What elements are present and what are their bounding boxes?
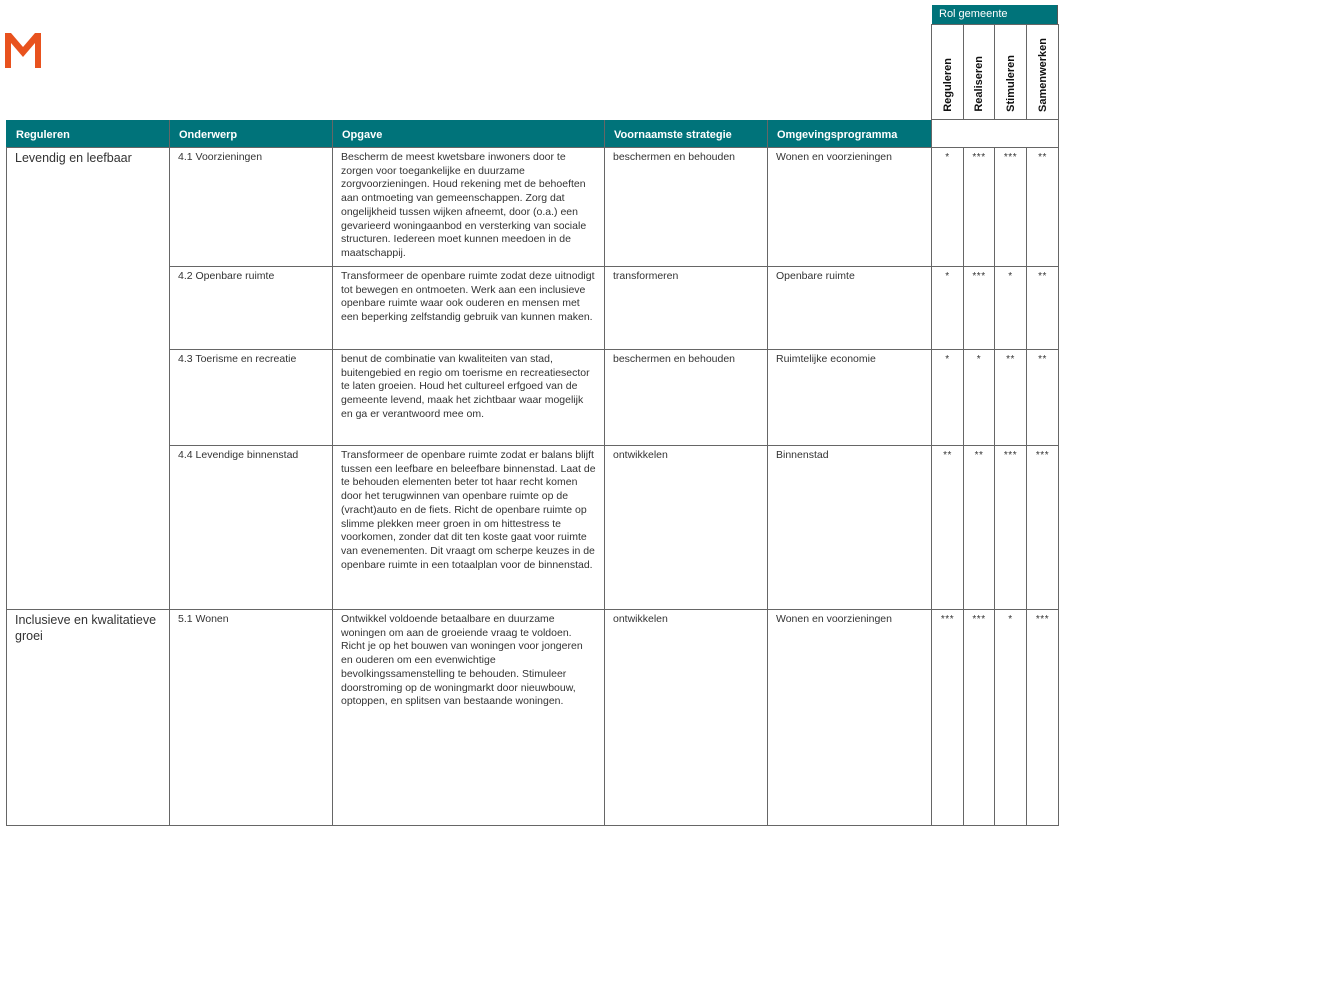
rating-stimuleren: * [995,610,1027,826]
section-label: Inclusieve en kwalitatieve groei [7,610,170,826]
rating-samenwerken: *** [1027,610,1059,826]
column-header-reguleren: Reguleren [7,120,170,148]
role-header-stimuleren: Stimuleren [995,25,1027,120]
column-header-opgave: Opgave [333,120,605,148]
strategie-cell: ontwikkelen [605,610,768,826]
strategie-cell: ontwikkelen [605,446,768,610]
table-row [7,148,1059,267]
onderwerp-cell: 4.4 Levendige binnenstad [170,446,333,610]
rating-samenwerken: *** [1027,446,1059,610]
programma-cell: Ruimtelijke economie [768,350,932,446]
column-header-programma: Omgevingsprogramma [768,120,932,148]
rating-realiseren: *** [964,610,995,826]
strategie-cell: beschermen en behouden [605,350,768,446]
rating-realiseren: *** [964,267,995,350]
programma-cell: Binnenstad [768,446,932,610]
strategie-cell: transformeren [605,267,768,350]
rating-samenwerken: ** [1027,350,1059,446]
policy-table [6,24,1059,826]
role-header-samenwerken: Samenwerken [1027,25,1059,120]
opgave-cell: Bescherm de meest kwetsbare inwoners door te zorgen voor toegankelijke en duurzame zorgvoorzieningen. Houd rekening met de behoeften aan ontmoeting van gemeenschappen. Zorg dat ongelijkheid tussen wijken afneemt, door (o.a.) een gevarieerd woningaanbod en versterking van sociale structuren. Iedereen moet kunnen meedoen in de maatschappij. [333,148,605,267]
column-header-onderwerp: Onderwerp [170,120,333,148]
rating-stimuleren: ** [995,350,1027,446]
role-header-realiseren: Realiseren [964,25,995,120]
onderwerp-cell: 4.3 Toerisme en recreatie [170,350,333,446]
rating-reguleren: * [932,148,964,267]
rating-realiseren: * [964,350,995,446]
rating-realiseren: *** [964,148,995,267]
programma-cell: Wonen en voorzieningen [768,610,932,826]
rating-stimuleren: *** [995,148,1027,267]
rating-samenwerken: ** [1027,148,1059,267]
role-header-reguleren: Reguleren [932,25,964,120]
rating-realiseren: ** [964,446,995,610]
column-header-strategie: Voornaamste strategie [605,120,768,148]
rating-samenwerken: ** [1027,267,1059,350]
onderwerp-cell: 5.1 Wonen [170,610,333,826]
rating-reguleren: * [932,350,964,446]
section-label: Levendig en leefbaar [7,148,170,610]
opgave-cell: Transformeer de openbare ruimte zodat er balans blijft tussen een leefbare en beleefbare binnenstad. Laat de te behouden elementen beter tot haar recht komen door het terugwinnen van openbare ruimte op de (vracht)auto en de fiets. Richt de openbare ruimte op slimme plekken meer groen in om hittestress te voorkomen, zonder dat dit ten koste gaat voor ruimte van evenementen. Dit vraagt om scherpe keuzes in de openbare ruimte in een totaalplan voor de binnenstad. [333,446,605,610]
programma-cell: Wonen en voorzieningen [768,148,932,267]
onderwerp-cell: 4.1 Voorzieningen [170,148,333,267]
rating-reguleren: * [932,267,964,350]
rating-reguleren: *** [932,610,964,826]
strategie-cell: beschermen en behouden [605,148,768,267]
opgave-cell: benut de combinatie van kwaliteiten van stad, buitengebied en regio om toerisme en recreatiesector te laten groeien. Houd het cultureel erfgoed van de gemeente levend, maak het zichtbaar waar mogelijk en ga er verantwoord mee om. [333,350,605,446]
rating-stimuleren: *** [995,446,1027,610]
rating-stimuleren: * [995,267,1027,350]
table-row [7,610,1059,826]
onderwerp-cell: 4.2 Openbare ruimte [170,267,333,350]
programma-cell: Openbare ruimte [768,267,932,350]
opgave-cell: Ontwikkel voldoende betaalbare en duurzame woningen om aan de groeiende vraag te voldoen. Richt je op het bouwen van woningen voor jongeren en ouderen om een evenwichtige bevolkingssamenstelling te behouden. Stimuleer doorstroming op de woningmarkt door nieuwbouw, optoppen, en splitsen van bestaande woningen. [333,610,605,826]
rol-gemeente-header: Rol gemeente [932,5,1058,24]
rating-reguleren: ** [932,446,964,610]
opgave-cell: Transformeer de openbare ruimte zodat deze uitnodigt tot bewegen en ontmoeten. Werk aan een inclusieve openbare ruimte waar ook ouderen en mensen met een beperking zelfstandig gebruik van kunnen maken. [333,267,605,350]
